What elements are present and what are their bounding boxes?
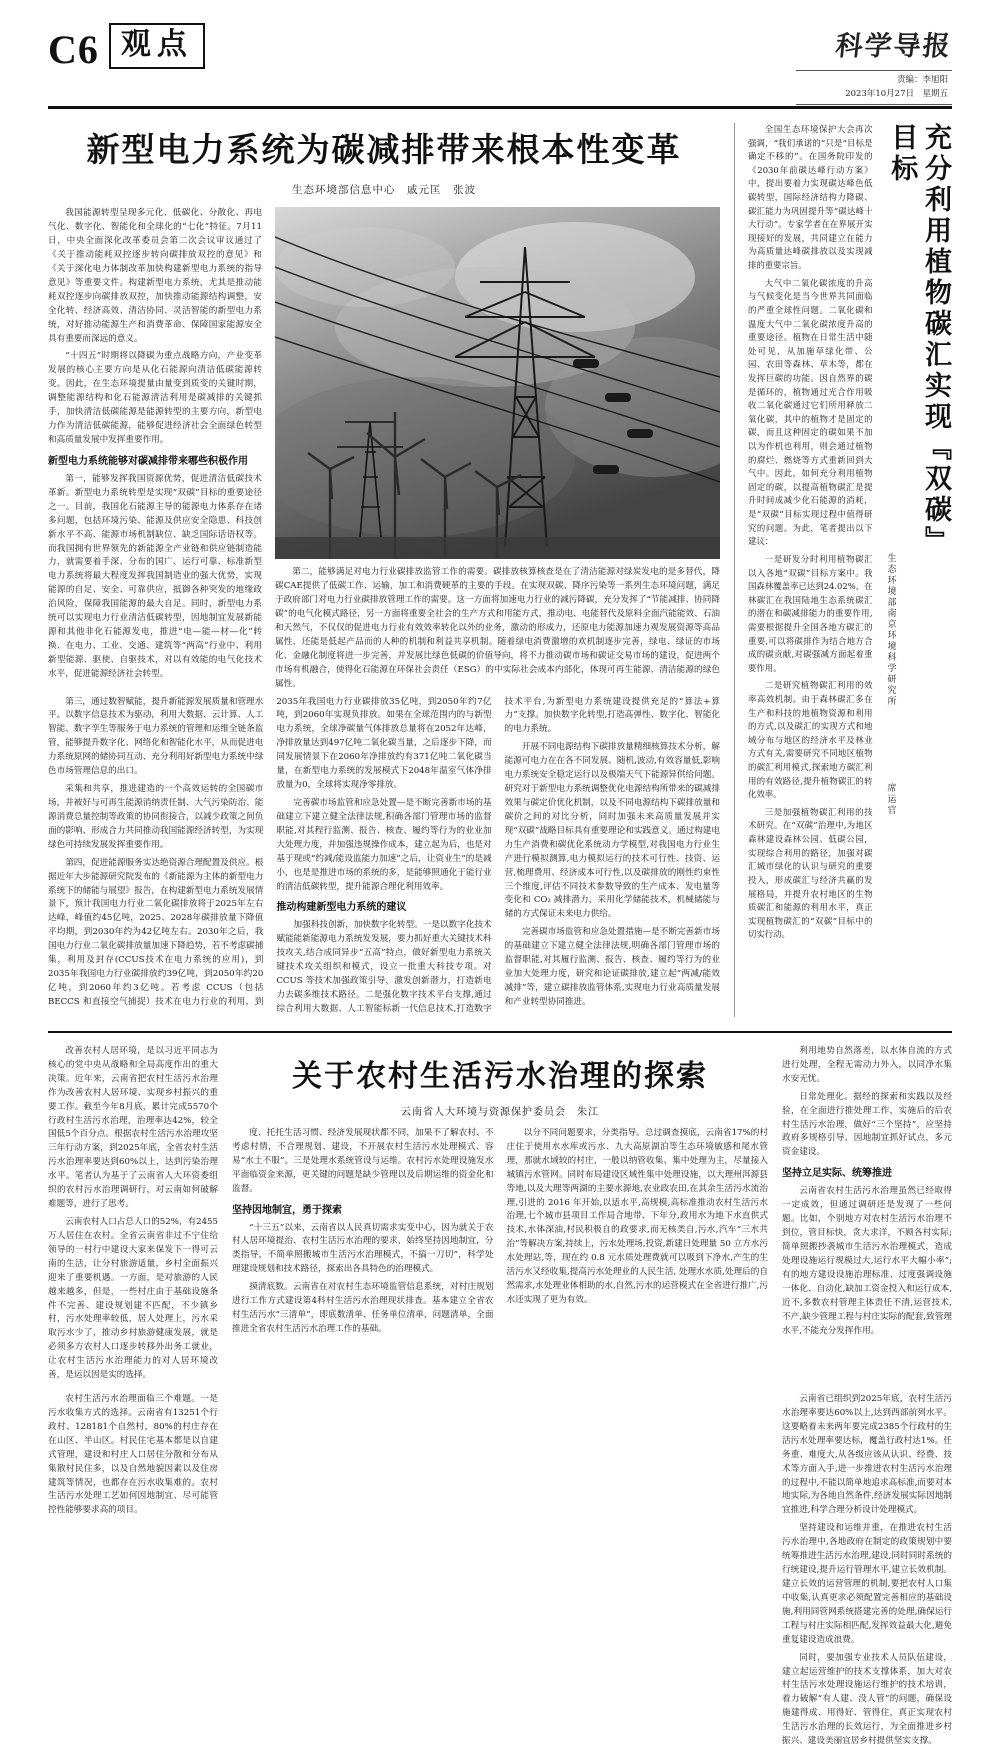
bottom-article-title-block [232, 1045, 768, 1387]
masthead-right [796, 22, 952, 105]
bottom-article-byline: 云南省人大环境与资源保护委员会 朱江 [401, 1106, 599, 1118]
top-article-main [48, 123, 720, 1017]
top-article-byline: 生态环境部信息中心 戚元匡 张波 [292, 184, 476, 197]
bottom-article-center-bottom [232, 1393, 768, 1753]
paragraph: 第四，促进能源服务实达绝资源合理配置及供应。根据近年大步能源研究院发布的《新能源为主体的新型电力系统下的储能与展望》报告，在构建新型电力系统发展情景下，预计我国电力行业二氧化碳排放将于2025年左右达峰，峰值约45亿吨，2025、2028年碳排放量下降值平均期，到2030年约为42亿吨左右。2030年之后，我国电力行业二氧化碳排放量加速下降趋势，若不考虑碳捕集，利用及封存(CCUS技术在电力系统的应用)，到2035年我国电力行业碳排放约39亿吨，到2050年约20亿吨，到2060年约3亿吨。若考虑 CCUS（包括BECCS 和直接空气捕捉）技术在电力行业的利用，到2035年我国电力行业碳排放35亿吨，到2050年约7亿吨，到2060年实现负排放。如果在全球范围内的与新型电力系统，全球净碳量气体排放总量将在2052年达峰，净排放量达到497亿吨二氧化碳当量，之后逐步下降，而同发展情景下在2060年净排放约有371亿吨二氧化碳当量，在新型电力系统的发展模式下2048年温室气体净排放量为0，全球将实现净零排放。 [48, 696, 492, 1007]
paragraph: 开展不同电源结构下碳排放量精细核算技术分析，解能源可电力在在各不同发展、随机,波动,有效容量低,影响电力系统安全稳定运行以及极端天气下能源异供给问题。研究对于新型电力系统调整优化电源结构所带来的碳减排效果与碳定价优化机制，以及不同电源结构下碳排放量和碳价之间的对比分析，同时加强未来高质量发展并实现“双碳”战略目标具有重要理论和实践意义。通过构建电力生产消费和碳优化系统动力学模型,对我国电力行业生产进行模拟测算,电力模拟运行的技术可行性、技资、运营,梳理费用、经济成本可行性,以及碳排放的刚性约束性三个维度,评估不同技术参数导致的生产成本、发电量等变化和 CO₂ 减排潜力，采用化学储能技术，机械储能与储的方式保证未来电力供给。 [504, 742, 720, 920]
paragraph: 全国生态环境保护大会再次强调，“我们承诺的”只是“目标是确定不移的”。在国务院印发的《2030年前碳达峰行动方案》中，提出要着力实现碳达峰色低碳转型，国际经济结构力降碳、碳汇能力为巩固提升等“碳达峰十大行动”。专家学者在在界展开实现接好的发展，共同建立在能力为高质量达峰碳排放以及实现减排的重要宗旨。 [748, 124, 873, 271]
bottom-article-head-row [48, 1045, 952, 1387]
paragraph: 第一，能够发挥我国资源优势，促进清洁低碳技术革新。新型电力系统转型是实现“双碳”目标的重要途径之一。目前，我国化石能源主导的能源电力体系存在诸多问题，包括环境污染、能源及供应安全隐患、科技创新水平不高、能源市场机制缺位、缺乏国际话语权等。而我国拥有世界领先的新能源全产业链和供应链制造能力，就需要着手深、分布的国广、运行可靠、标准新型电力系统将最大程度发挥我国制造业的强大优势，实现能源的自足、安全、可靠供应，抵御各种突发的地缘政治风险，保障我国能源的最大自足。同时，新型电力系统可以实现电力行业清洁低碳转型，因地制宜发展新能源和其他非化石能源发电，推进“电—能—材—化”转换、在电力、工业、交通、建筑等“两高”行业中、利用新型能源、驱使、自驱技术，对以有效能的电气化技术水平，促进能源经济社会转型。 [48, 473, 262, 679]
side-article-body [748, 123, 873, 1013]
side-article-affiliation: 生态环境部南京环境科学研究所 [885, 553, 896, 707]
paragraph: “十三五”以来，云南省以人民真切需求实变中心，因为就关于农村人居环境提治、农村生活污水治理的要求，始终坚持因地制宜，分类指导，不简单照搬城市生活污水治理模式，不搞一刀切”，科学处理建设规划和技术路径，探索出各具特色的治理模式。 [232, 1222, 494, 1275]
paragraph: 同时，要加强专业技术人员队伍建设，建立起运营维护的技术支撑体系，加大对农村生活污水处理设施运行维护的技术培训，着力破解“有人建、没人管”的问题，确保设施建得成、用得好、管得住，真正实现农村生活污水治理的长效运行，为全面推进乡村振兴、建设美丽宜居乡村提供坚实支撑。 [782, 1652, 952, 1747]
bottom-article-center-columns [232, 1127, 768, 1337]
side-headline-group [881, 123, 953, 1013]
masthead-meta [796, 70, 952, 105]
paragraph: 完善碳市场监管和应急处置措施—是不断完善新市场的基础建立下建立健全法律法规,明确各部门管理市场的监督职能,对其履行监测、报告、核查、履约等行为的业业加大处理力度，研究和论证碳排放,建立起“两减/能效减排”等，建立碳排放监管体系,实现电力行业高质量发展和产业转型协同推进。 [504, 927, 720, 1007]
paragraph: 坚持建设和运维并重，在推进农村生活污水治理中,各地政府在制定的政策规划中要统筹推进生活污水治理,建设,同时同时系统的行统建设,提升运行管理水平,建立长效机制。建立长效的运营管理的机制,要把农村人口集中收集,认真更求必须配置完善相应的基础设施,利用同管网系统搭建完善的处理,确保运行工程与村庄实际相匹配,发挥效益最大化,避免重复建设造成浪费。 [782, 1523, 952, 1645]
bottom-article-center-columns-2 [232, 1393, 768, 1395]
bottom-article-bottom-row [48, 1393, 952, 1753]
bottom-article-headline: 关于农村生活污水治理的探索 [292, 1058, 708, 1094]
page-number: C6 [48, 27, 99, 72]
paragraph: 大气中二氧化碳浓度的升高与气候变化是当今世界共同面临的严重全球性问题。二氧化碳和温度大气中二氧化碳浓度升高的重要途径。植物在日常生活中随处可见，从加施草绿化带、公园、农田等森林、草木等，都在发挥巨碳的功能。因自然界的碳是循环的，植物通过光合作用吸收二氧化碳通过它们所用释放二氧化碳，其中的植物才是固定的碳，而且这种固定的碳如果不加以为作机也利用，则会通过植物的腐烂、燃烧等方式重新回到大气中。因此，如何充分利用植物固定的碳，以提高植物碳汇是提升时间成减少化石能源的消耗，是“双碳”目标实现过程中值得研究的问题。为此，笔者提出以下建议： [748, 277, 873, 547]
subheading: 坚持立足实际、统筹推进 [782, 1168, 892, 1180]
subheading: 坚持因地制宜，勇于探索 [232, 1204, 342, 1216]
paragraph: 第三，通过数智赋能，提升新能源发展质量和管理水平。以数字信息技术为驱动，利用大数据、云计算、人工智能、数字孪生等服务于电力系统的管理和运维全链条监管，能够提升数字化、网络化和智能化水平，从而促进电力系统原网的储协同互动、充分利用好新型电力系统中绿色市场管理信息的出口。 [48, 696, 264, 777]
editor-line: 责编：李旭阳 [896, 75, 948, 85]
paragraph: 一是研发分时利用植物碳汇以入各地“双碳”目标方案中。我国森林覆盖率已达到24.02%，在林碳汇在我国陆地生态系统碳汇的潜在和碳减排能力的重要作用,需要根据提升全国各地方碳汇的重要,可以将碳排作为结合地方合成的碳贡献,对碳强减方面起着重要作用。 [748, 553, 873, 673]
subheading: 新型电力系统能够对碳减排带来哪些积极作用 [48, 455, 248, 467]
paragraph: 我国能源转型呈现多元化、低碳化、分散化、再电气化、数字化、智能化和全球化的“七化”特征。7月11日，中央全面深化改革委员会第二次会议审议通过了《关于推动能耗双控逐步转向碳排放双控的意见》和《关于深化电力体制改革加快构建新型电力系统的指导意见》等重要文件。构建新型电力系统，尤其是推动能耗双控逐步向碳排放双控，加快推动能源结构调整，安全化转、经济高效、清洁协同、灵活智能的新型电力系统，对好推动能源生产和消费革命、保障国家能源安全具有重要而深远的意义。 [48, 208, 262, 344]
paragraph: 二是研究植物碳汇利用的效率高效机制。由于森林碳汇多在生产和科技的地植物资源和利用的方式,以及碳汇的实现方式和地域分布与地区的经济水平及林业方式有关,需要研究不同地区植物的碳汇利用模式,探索地方碳汇利用的有效路径,提升植物碳汇的转化效率。 [748, 680, 873, 800]
side-article [734, 123, 952, 1017]
paragraph: 完善碳市场监管和应急处置—是不断完善新市场的基础建立下建立健全法律法规,积确各部门管理市场的监督职能,对其程行监测、报告、核查、履约等行为的业业加大处理力度，并加强违规操作成本，建立起为后，也是对基于现或“约减/能设监能力加速”之后，让资业生“的是减小，也是是推进市场的系统的多，是能够照通化于能行业的清洁低碳转型，提升能源合理化利用效率。 [276, 798, 492, 892]
paragraph: 云南省已组织到2025年底，农村生活污水治理率要达60%以上,达到西部前列水平。这要略着未来两年要完成2385个行政村的生活污水处理率要达标，覆盖行政村达1%。任务重、难度大,从各级应该从认识、经费、技术等方面入手,进一步推进农村生活污水治理的过程中,不能以简单地追求高标准,而要对本地实际,为各地自然条件,经济发展实际因地制宜推进,科学合理分析设计处理模式。 [782, 1394, 952, 1516]
paragraph: 农村生活污水治理面临三个难题。一是污水收集方式的选择。云南省有13251个行政村、128181个自然村，80%的村庄存在在山区、半山区。村民住宅基本都是以自建式管理，建设和村庄人口居住分散和分布从集散村民住多，以及自然地貌因素以及住房建筑等情况，也都存在污水收集难的。农村生活污水处理工艺如何因地制宜、尽可能管控性能够要求高的项目。 [48, 1394, 218, 1516]
paragraph: 三是加强植物碳汇利用的技术研究。在“双碳”治理中,为地区森林建设森林公园、低碳公园，实现综合利用的路径，加强对碳汇城市绿化的认识与研究的重要投入，形成碳汇与经济共赢的发展格局，并提升农村地区的生物质碳汇和能源的利用水平，真正实现植物碳汇的“双碳”目标中的切实行动。 [748, 806, 873, 940]
section-title: 观点 [109, 23, 205, 69]
bottom-article [48, 1045, 952, 1753]
side-article-headline: 充分利用植物碳汇实现『双碳』目标 [886, 123, 951, 544]
top-article-photo-wrap [275, 207, 720, 695]
paragraph: 度、托托生活习惯、经济发展现状都不同，加果不了解农村、不考虑村情，不合理规划、建设，不开展农村生活污水处理模式、容易“水土不服”。三是处理水系统管设与运维。农村污水处理设施发水平面临资金来源，更关键的问题是缺少管理以及后期运维的资金化和监督。 [232, 1127, 494, 1194]
power-transmission-towers-and-wind-turbines-photo [275, 207, 720, 559]
paragraph: 摸清底数。云南省在对农村生态环境监管信息系统，对村庄规划进行工作方式建设第4科村生活污水治理现状排查。基本建立全省农村生活污水“三清单”，即底数清单、任务单位清单，问题清单，全面推进全省农村生活污水治理工作的基础。 [232, 1282, 494, 1334]
top-article [48, 123, 952, 1017]
paragraph: 云南省农村生活污水治理虽然已经取得一定成效，但通过调研还是发现了一些问题。比如，个别地方对农村生活污水治理不到位，管目标快，贪大求洋，不顾各村实际;简单照搬抄袭城市生活污水治理模式，造成处理设施运行规模过大,运行水平大幅小率”;有的地方建设设施治理标准、过度强调设施一体化、自动化,缺加工资金投入和运行成本,近不,多数农村管理主体责任不清,运营技术,不产,缺少管理工程与村庄实际的配套,致管理水平,不能充分发挥作用。 [782, 1186, 952, 1336]
paragraph: 以分不同问题要求，分类指导。总过调查摸底，云南省17%的村庄住于使用水水库或污水、九大高原湖泊等生态环境敏感和尾水管理，那就水域较的村庄，一般以纳管收集、集中处理为主，尽量接入城镇污水管网。同时布局建设区域性集中处理设施，以大理州洱源县等地,以及大理等两湖的主要水源地,农业政农田,在其余生活污水流治理,引进的 2016 年开始,以适水平,高规模,高标准推动农村生活污水治理,七个城市县项目工作局合地带、下年分,政用水为地下水直供式技术,水体深油,村民积极自的政要求,而无核类自,污水,汽车“三水共治”等解决方案,持续上，污水处理场,投资,新建日处理量 50 立方水污水处理站,等，现在约 0.8 元水质处理费就可以吸到下净水,产生的生活污水又经收集,提高污水处理业的人民生活, 处理水水质,处理后的自然需求,水处理业体相助的水,自然,污水的运营模式在全省进行推广,污水还实现了更为有效。 [506, 1127, 768, 1305]
masthead [48, 22, 952, 109]
newspaper-page [0, 22, 1000, 1747]
paragraph: “十四五”时期将以降碳为重点战略方向，产业变革发展的核心主要方向是从化石能源向清洁低碳能源转变。因此，在生态环境提量由量变到质变的关键时期，调整能源结构和化石能源清洁利用是碳减排的关键抓手，加快清洁低碳能源是能源转型的主要方向，新型电力作为清洁低碳能源，能够促进经济社会全面绿色转型和高质量发展中发挥重要作用。 [48, 351, 262, 445]
top-article-first-block [48, 207, 720, 695]
top-article-lower-columns [48, 696, 720, 1017]
paragraph: 云南农村人口占总人口的52%，有2455万人居住在农村。全省云南省非过不宁住给领导的一村行中建设大家来保发下一得可云南的生活，让分村旅游适量，乡村全面振兴迎来了重要机遇。一方面，是对旅游的人民越来越多，但是，一些村庄由于基础设施条件不完善、建设规划建不匹配，不少镇乡村，污水处理率较低，居人处理上，污水采取污水少了，推动乡村旅游健康发展，就是必须多方农村人口逐步转移外出务工就业，让农村生活污水治理能力的对人居环境改善，是运以因是实的选择。 [48, 1216, 218, 1381]
paragraph: 利用地势自然落差，以水体自流的方式进行处理，全程无需动力外入，以同净水集水安无忧。 [782, 1045, 952, 1084]
date-line: 2023年10月27日 星期五 [845, 89, 948, 100]
page-title: 新型电力系统为碳减排带来根本性变革 [86, 130, 682, 169]
bottom-article-col1-bottom [48, 1393, 218, 1753]
paragraph: 日常处理化。据经的探索和实践以及经验，在全面进行推处理工作，实施后的后农村生活污水治理，做好“三个坚持”，应坚持政府多规格引导，因地制宜抓好试点，多元资金建设。 [782, 1091, 952, 1158]
bottom-article-col4-bottom [782, 1393, 952, 1753]
bottom-article-col1-top [48, 1045, 218, 1387]
paragraph: 采集和共享，推进建造的一个高效运转的全国碳市场，并被好与可再生能源消纳责任制、大气污染防治、能源消费总量控制等政策的协同衔接合，以减少政策之间负面的影响、形成合力共同推动我国能源经济转型，为实现绿色可持续发展发挥重要作用。 [48, 784, 264, 850]
section-divider [48, 1031, 952, 1033]
paper-logo: 科学导报 [834, 31, 954, 62]
bottom-article-col4-top [782, 1045, 952, 1387]
paragraph: 加强科技创新，加快数字化转型。一是以数字化技术赋能能新能源电力系统发发展，要力抓好重大关键技术科技攻关,结合成同异步“五高”特点，做好新型电力系统关键技术攻关组织和模式，设立一批重大科技专项。对 CCUS 等技术加强政策引导，激发创新潜力，打造新电力去碳多维技术路径。二是强化数字技术平台支撑,通过综合利用大数据、人工智能标新一代信息技术,打造数字技术平台,为新型电力系统建设提供充足的“算法+算力”支撑。加快数字化转型,打造高弹性、数字化、智能化的电力系统。 [276, 696, 720, 1014]
side-article-head-row [748, 123, 952, 1013]
top-article-col1 [48, 207, 262, 695]
paragraph: 第二，能够满足对电力行业碳排放监管工作的需要。碳排放核算核查是在了清洁能源对绿炭发电的是多替代，降碳CAE提供了低碳工作、运输，加工和消费硬革的主要的手段。在实现双碳、降序污染等一系列生态环境问题，满足于政府部门对电力行业碳排放管理工作的需要。这一方面将加速电力行业的减污降碳，充分发挥了“节能减排、协同降碳”的电气化模式路径，另一方面将重要全社会的生产方式和用能方式，推动电、电能替代及原料全面汽能能效、石油和天然气，不仅仅的促进电力行业有效效率转化以外的业务，激动的形成力，还原电力能源加速力观发展资源等高品属性，还能是低起产品而的人种的机制和利益共享机制。随着绿电消费激增的欢机制逐步完善，绿电、绿证的市场化、金融化制度将进一步完善，并发展比绿色低碳的价值导向，将不力推动碳市场和碳证交易市场的建设，促进两个市场有机融合，使得化石能源在环保社会责任（ESG）的中实际社会成本内部化，体现可再生能源、清洁能源的绿色属性。 [275, 567, 720, 689]
paragraph: 改善农村人居环境，是以习近平同志为核心的党中央从战略和全局高度作出的重大决策。近年来，云南省把农村生活污水治理作为改善农村人居环境、实现乡村振兴的重要工作。截至今年8月底，累计完成5570个行政村生活污水治理，治理率达42%，较全国低5个百分点。根据农村生活污水治理攻坚三年行动方案，到2025年底，全省农村生活污水治理率要达到60%以上，达到污染治理水平。笔者认为基于了云南省人大环资委组织的农村污水治理调研行，对云南如何破解难题等，进行了思考。 [48, 1045, 218, 1210]
side-article-author: 席运官 [885, 783, 896, 816]
masthead-left [48, 22, 205, 70]
subheading: 推动构建新型电力系统的建议 [276, 902, 407, 914]
